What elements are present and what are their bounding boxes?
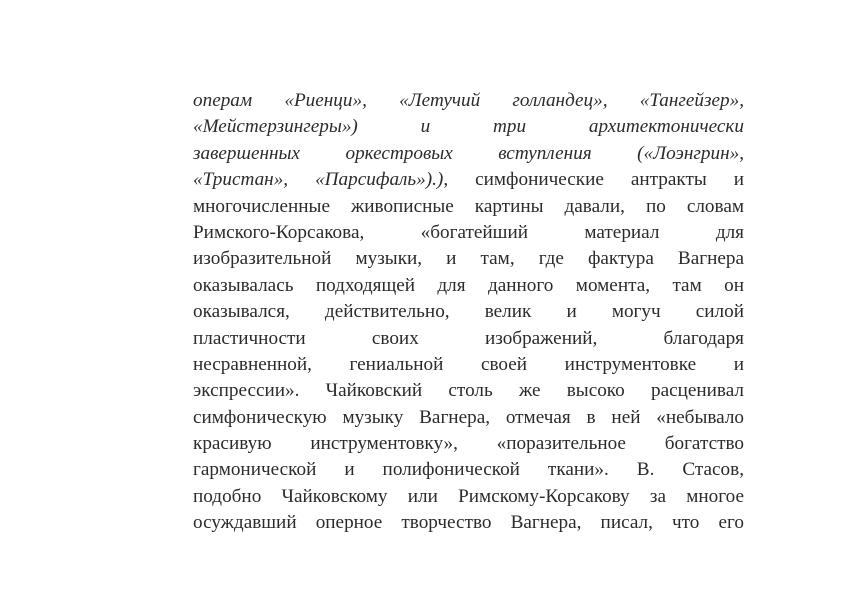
italic-span: операм «Риенци», «Летучий голландец», «Тангейзер»,	[193, 90, 744, 111]
text-span: пластичности своих изображений, благодаря	[193, 327, 744, 349]
text-span: красивую инструментовку», «поразительное богатство	[193, 433, 744, 455]
text-span: изобразительной музыки, и там, где фактура Вагнера	[193, 248, 744, 270]
text-span: несравненной, гениальной своей инструментовке и	[193, 353, 744, 375]
text-line	[193, 457, 744, 483]
text-line	[193, 167, 744, 193]
text-line	[193, 220, 744, 246]
text-span: оказывалась подходящей для данного момента, там он	[193, 274, 744, 296]
text-line	[193, 326, 744, 352]
text-span: Римского-Корсакова, «богатейший материал для	[193, 221, 744, 243]
italic-span: завершенных оркестровых вступления («Лоэнгрин»,	[193, 142, 744, 164]
text-span: подобно Чайковскому или Римскому-Корсакову за многое	[193, 485, 744, 507]
italic-span: «Тристан», «Парсифаль»).)	[193, 169, 444, 191]
text-line	[193, 114, 744, 140]
text-span: , симфонические антракты и	[443, 169, 744, 191]
text-span: симфоническую музыку Вагнера, отмечая в ней «небывало	[193, 406, 744, 428]
body-text	[193, 88, 744, 537]
text-line	[193, 273, 744, 299]
text-line	[193, 88, 744, 114]
text-line	[193, 431, 744, 457]
text-line	[193, 141, 744, 167]
text-line	[193, 378, 744, 404]
text-span: гармонической и полифонической ткани». В. Стасов,	[193, 459, 744, 481]
text-line	[193, 246, 744, 272]
text-line	[193, 510, 744, 536]
italic-span: «Мейстерзингеры») и три архитектонически	[193, 116, 744, 138]
text-span: осуждавший оперное творчество Вагнера, писал, что его	[193, 512, 744, 534]
text-span: оказывался, действительно, велик и могуч силой	[193, 301, 744, 323]
text-line	[193, 194, 744, 220]
text-line	[193, 484, 744, 510]
text-line	[193, 405, 744, 431]
text-line	[193, 299, 744, 325]
text-span: многочисленные живописные картины давали, по словам	[193, 195, 744, 217]
text-span: экспрессии». Чайковский столь же высоко расценивал	[193, 380, 744, 402]
text-line	[193, 352, 744, 378]
